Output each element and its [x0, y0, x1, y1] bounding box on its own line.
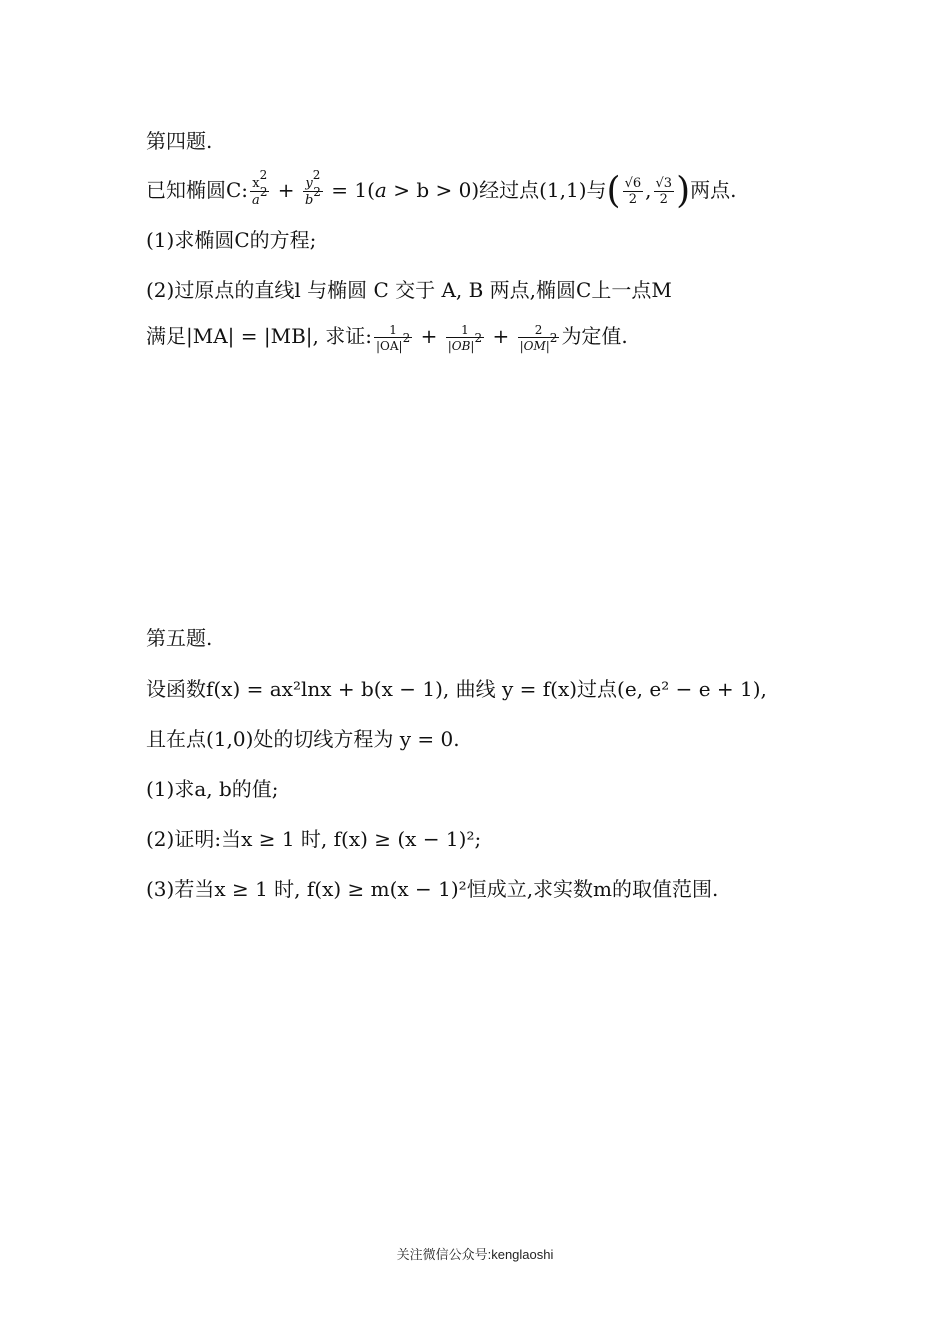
- q4-statement-end: 两点.: [690, 178, 737, 202]
- ellipse-y-term: $\frac{y^2}{b^2}$: [304, 168, 321, 208]
- q5-part3: (3)若当x ≥ 1 时, f(x) ≥ m(x − 1)²恒成立,求实数m的取值范围.: [146, 877, 719, 901]
- q4-part2-line1: (2)过原点的直线l 与椭圆 C 交于 A, B 两点,椭圆C上一点M: [146, 278, 672, 302]
- q4-part2-line2-intro: 满足|MA| = |MB|, 求证:: [146, 324, 372, 348]
- q4-part1: (1)求椭圆C的方程;: [146, 228, 317, 252]
- q4-statement-middle: 经过点(1,1)与: [479, 178, 607, 202]
- q4-statement-intro: 已知椭圆C:: [146, 178, 249, 202]
- q5-title: 第五题.: [146, 626, 213, 650]
- q5-part1: (1)求a, b的值;: [146, 777, 279, 801]
- q4-statement: 已知椭圆C: $\frac{x^2}{a^2}$ + $\frac{y^2}{b^2}$ = 1(a > b > 0)经过点(1,1)与( $\frac{√6}{2}$ , $\frac{√3}{2}$ )两点.: [146, 168, 737, 212]
- point-y-fraction: $\frac{√3}{2}$: [655, 176, 673, 207]
- point-x-fraction: $\frac{√6}{2}$: [624, 176, 642, 207]
- q5-part2: (2)证明:当x ≥ 1 时, f(x) ≥ (x − 1)²;: [146, 827, 482, 851]
- q4-part2-line2: 满足|MA| = |MB|, 求证: $\frac{1}{|OA|^2}$ + $\frac{1}{|OB|^2}$ + $\frac{2}{|OM|^2}$ 为定值.: [146, 322, 628, 353]
- fraction-om: $\frac{2}{|OM|^2}$: [519, 322, 558, 353]
- q5-line2: 且在点(1,0)处的切线方程为 y = 0.: [146, 727, 460, 751]
- fraction-ob: $\frac{1}{|OB|^2}$: [447, 322, 483, 353]
- fraction-oa: $\frac{1}{|OA|^2}$: [375, 322, 411, 353]
- q4-part2-line2-end: 为定值.: [561, 324, 628, 348]
- q5-line1: 设函数f(x) = ax²lnx + b(x − 1), 曲线 y = f(x)过点(e, e² − e + 1),: [146, 677, 767, 701]
- q4-title: 第四题.: [146, 129, 213, 153]
- page-footer: 关注微信公众号:kenglaoshi: [396, 1247, 554, 1262]
- ellipse-x-term: $\frac{x^2}{a^2}$: [252, 168, 268, 208]
